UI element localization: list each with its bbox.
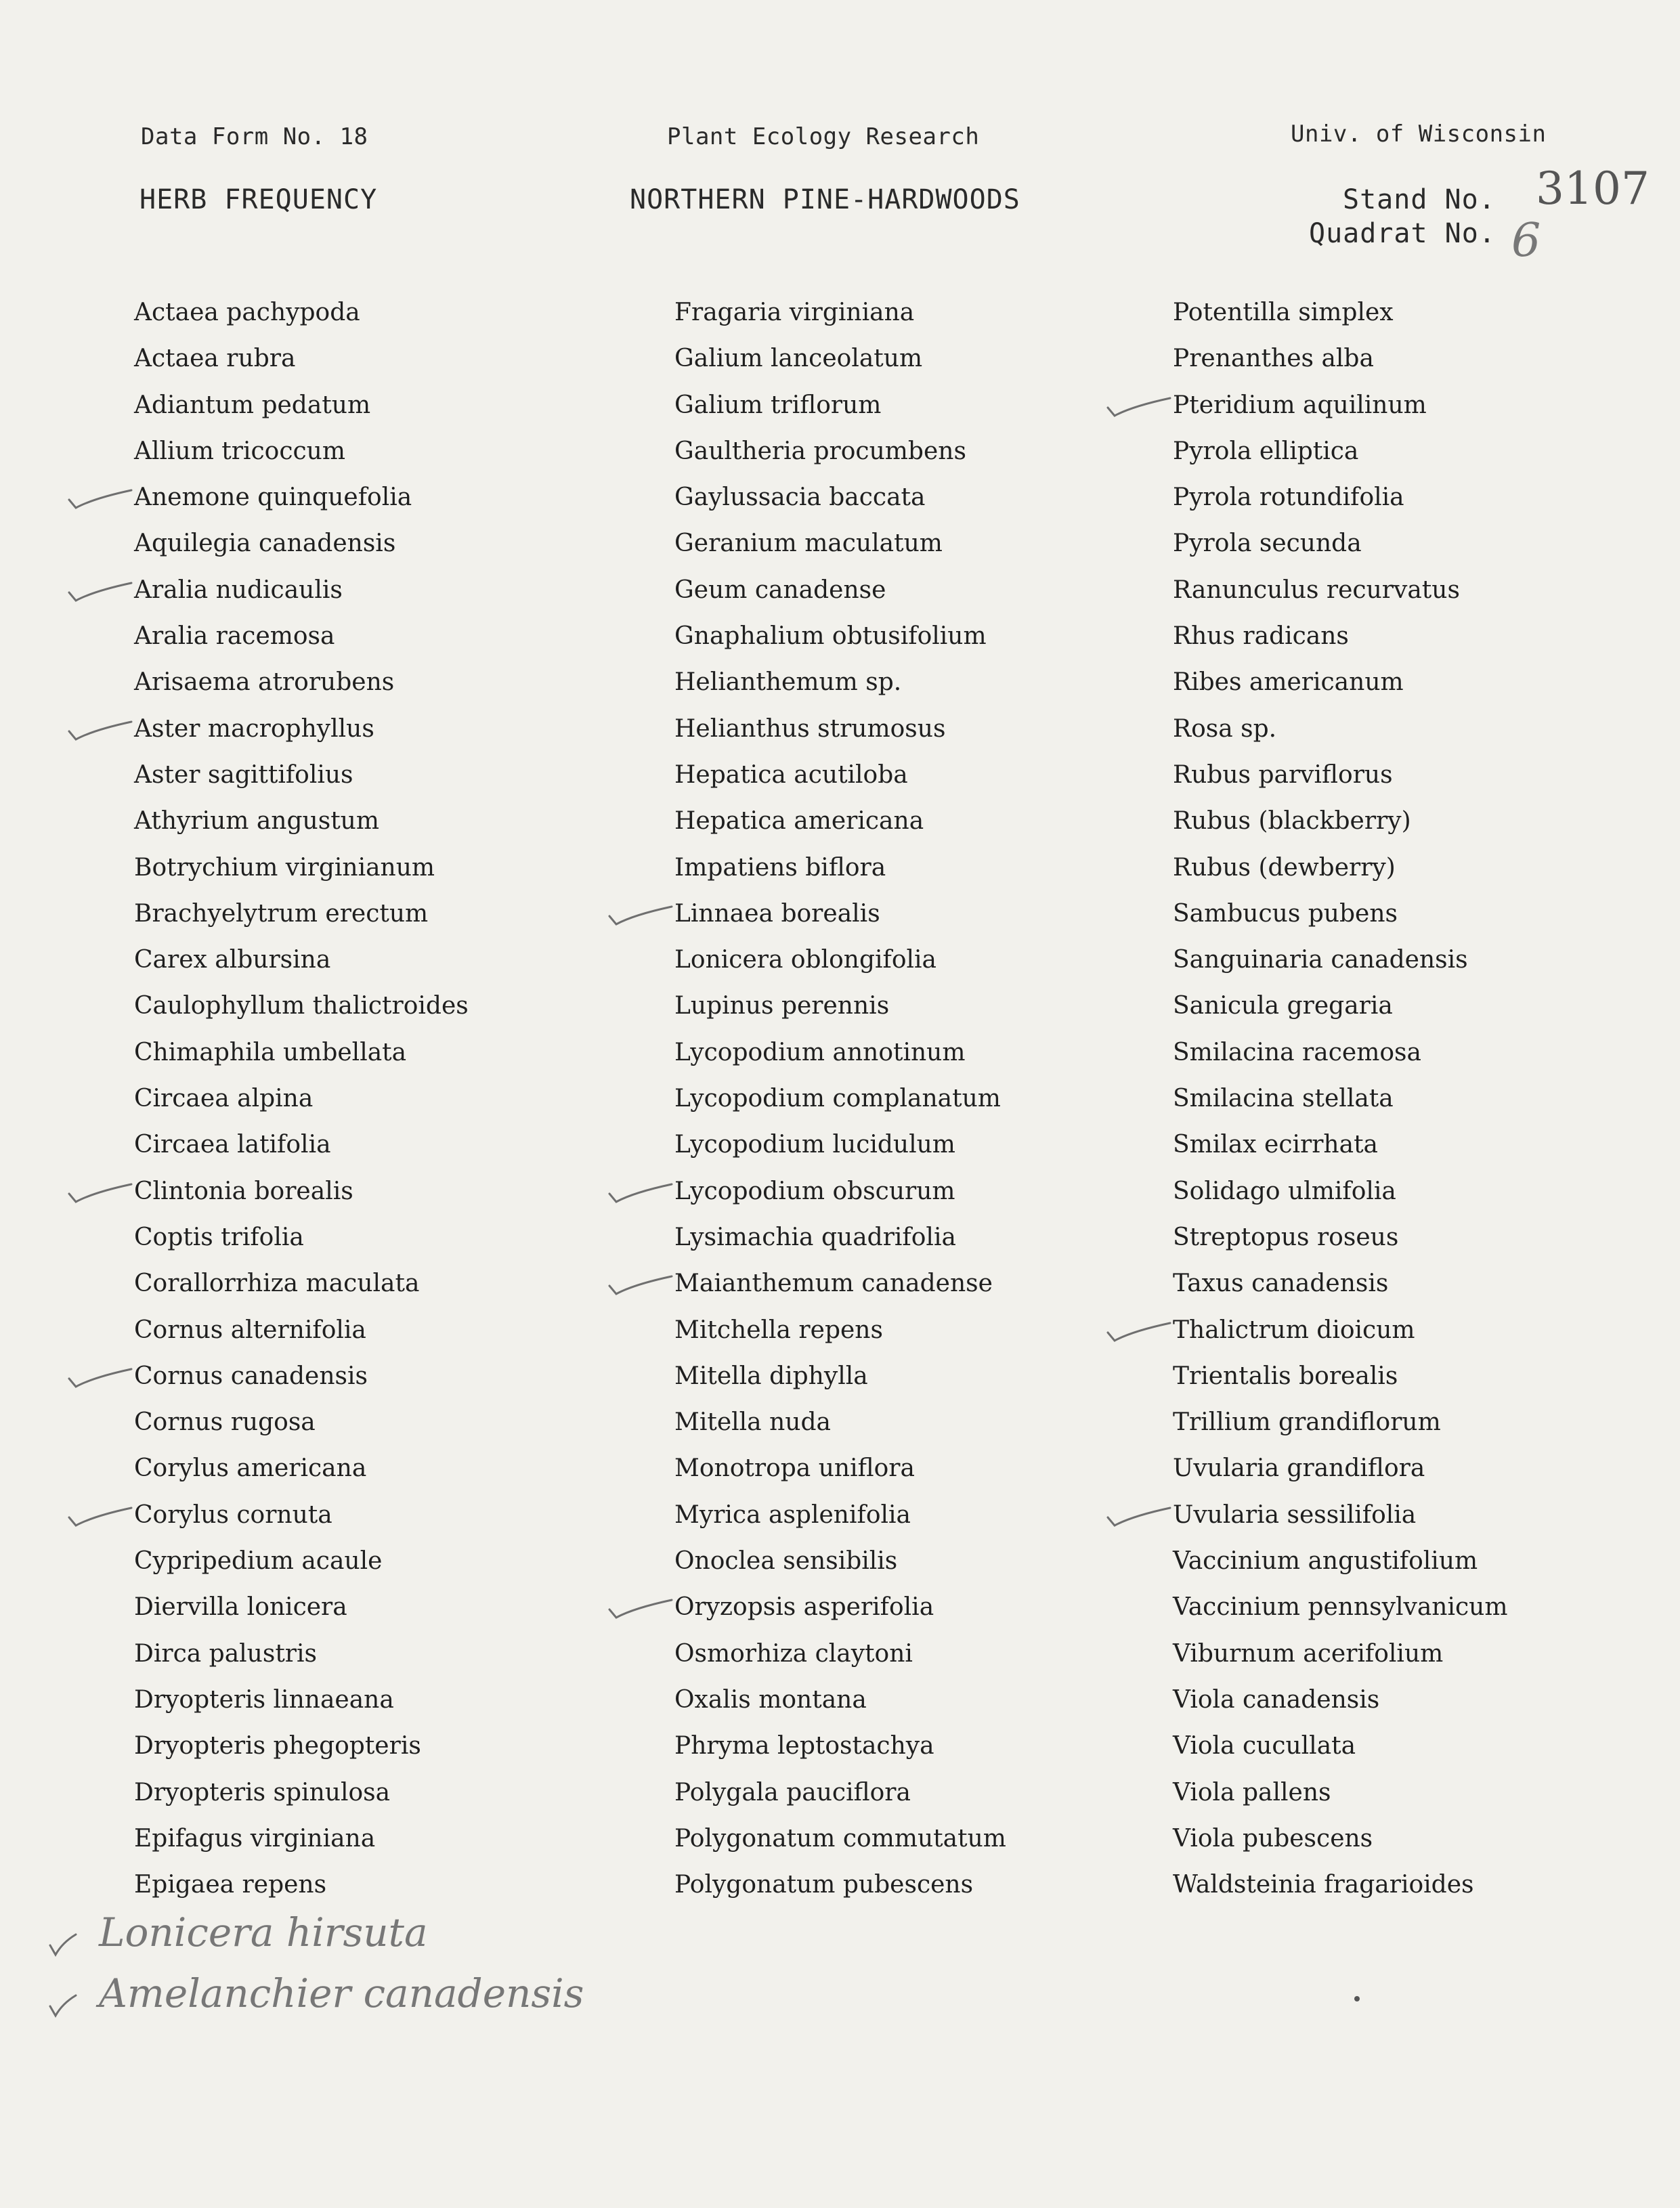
species-name: Cornus canadensis (134, 1362, 368, 1390)
species-name: Carex albursina (134, 946, 331, 974)
species-row (134, 1584, 469, 1630)
species-name: Dirca palustris (134, 1639, 317, 1668)
species-row (674, 1122, 1006, 1168)
species-row (134, 1215, 469, 1261)
species-row (1173, 383, 1508, 429)
species-row (134, 613, 469, 659)
checkmark-icon (47, 1922, 79, 1949)
checkmark-icon (66, 1499, 134, 1526)
species-name: Viburnum acerifolium (1173, 1639, 1444, 1668)
species-row (1173, 752, 1508, 798)
species-name: Lonicera oblongifolia (674, 946, 936, 974)
species-row (674, 937, 1006, 983)
species-row (1173, 1307, 1508, 1354)
quadrat-label: Quadrat No. (1309, 218, 1496, 249)
checkmark-icon (66, 1360, 134, 1387)
species-name: Waldsteinia fragarioides (1173, 1871, 1474, 1899)
species-row (134, 1446, 469, 1492)
species-row (674, 383, 1006, 429)
species-name: Uvularia sessilifolia (1173, 1500, 1417, 1529)
species-name: Lycopodium complanatum (674, 1085, 1001, 1113)
quadrat-number-value: 6 (1511, 214, 1541, 267)
species-row (1173, 1122, 1508, 1168)
species-row (674, 1076, 1006, 1122)
species-row (1173, 1354, 1508, 1400)
species-row (674, 752, 1006, 798)
species-name: Oryzopsis asperifolia (674, 1593, 934, 1622)
species-row (1173, 891, 1508, 937)
species-name: Rubus parviflorus (1173, 760, 1393, 789)
species-name: Rubus (blackberry) (1173, 807, 1411, 836)
checkmark-icon (607, 898, 674, 925)
species-name: Gaylussacia baccata (674, 483, 926, 512)
species-name: Clintonia borealis (134, 1177, 353, 1205)
species-name: Corallorrhiza maculata (134, 1270, 420, 1298)
species-row (1173, 1446, 1508, 1492)
species-name: Dryopteris phegopteris (134, 1732, 421, 1760)
species-name: Caulophyllum thalictroides (134, 992, 469, 1020)
species-name: Linnaea borealis (674, 899, 880, 928)
species-name: Ranunculus recurvatus (1173, 576, 1460, 604)
species-row (674, 659, 1006, 706)
stand-number-value: 3107 (1536, 163, 1650, 215)
checkmark-icon (47, 1983, 79, 2010)
species-name: Hepatica acutiloba (674, 760, 908, 789)
species-name: Actaea pachypoda (134, 299, 360, 326)
form-title: HERB FREQUENCY (139, 184, 378, 215)
species-name: Anemone quinquefolia (134, 483, 412, 512)
species-row (674, 567, 1006, 613)
species-name: Lycopodium obscurum (674, 1177, 955, 1205)
species-row (674, 983, 1006, 1029)
species-row (134, 1538, 469, 1584)
species-name: Hepatica americana (674, 807, 924, 836)
species-name: Streptopus roseus (1173, 1223, 1399, 1251)
species-row (1173, 1400, 1508, 1446)
species-row (674, 1446, 1006, 1492)
community-title: NORTHERN PINE-HARDWOODS (630, 184, 1020, 215)
project-name: Plant Ecology Research (667, 123, 980, 150)
species-name: Smilacina racemosa (1173, 1038, 1421, 1066)
checkmark-icon (66, 1175, 134, 1203)
species-row (1173, 1169, 1508, 1215)
species-name: Arisaema atrorubens (134, 668, 395, 697)
species-name: Taxus canadensis (1173, 1270, 1389, 1298)
species-row (1173, 1677, 1508, 1723)
species-row (134, 845, 469, 891)
species-name: Onoclea sensibilis (674, 1547, 898, 1576)
species-row (1173, 290, 1508, 336)
species-row (1173, 567, 1508, 613)
species-name: Cypripedium acaule (134, 1547, 383, 1576)
species-row (134, 752, 469, 798)
species-row (674, 1492, 1006, 1538)
species-name: Dryopteris spinulosa (134, 1778, 391, 1806)
species-name: Aster macrophyllus (134, 714, 374, 743)
species-row (134, 567, 469, 613)
species-name: Geranium maculatum (674, 529, 943, 558)
institution-name: Univ. of Wisconsin (1291, 121, 1547, 148)
checkmark-icon (607, 1175, 674, 1203)
checkmark-icon (66, 713, 134, 740)
species-row (134, 521, 469, 567)
species-row (134, 1816, 469, 1862)
species-row (1173, 1770, 1508, 1816)
species-row (1173, 1862, 1508, 1908)
species-row (134, 706, 469, 752)
species-row (674, 1723, 1006, 1769)
species-name: Pyrola rotundifolia (1173, 483, 1404, 512)
species-row (134, 659, 469, 706)
species-name: Phryma leptostachya (674, 1732, 934, 1760)
species-row (674, 613, 1006, 659)
species-name: Trientalis borealis (1173, 1362, 1398, 1390)
species-row (1173, 659, 1508, 706)
handwritten-species-name: Lonicera hirsuta (99, 1909, 428, 1955)
species-row (674, 1215, 1006, 1261)
handwritten-species-name: Amelanchier canadensis (99, 1970, 584, 2016)
species-name: Trillium grandiflorum (1173, 1408, 1441, 1437)
species-row (134, 891, 469, 937)
species-name: Coptis trifolia (134, 1223, 304, 1251)
species-name: Corylus americana (134, 1454, 367, 1483)
species-row (134, 1261, 469, 1307)
species-row (674, 845, 1006, 891)
species-row (674, 521, 1006, 567)
species-row (1173, 1723, 1508, 1769)
species-row (134, 1169, 469, 1215)
species-name: Uvularia grandiflora (1173, 1454, 1425, 1483)
species-row (1173, 1584, 1508, 1630)
species-row (134, 475, 469, 521)
species-row (134, 383, 469, 429)
species-row (134, 1770, 469, 1816)
species-row (674, 1261, 1006, 1307)
species-row (674, 1354, 1006, 1400)
species-name: Aralia nudicaulis (134, 576, 343, 604)
species-row (134, 1492, 469, 1538)
species-name: Pyrola secunda (1173, 529, 1362, 558)
species-name: Lupinus perennis (674, 992, 890, 1020)
species-name: Corylus cornuta (134, 1500, 332, 1529)
checkmark-icon (1105, 389, 1173, 416)
species-name: Gaultheria procumbens (674, 437, 966, 465)
species-name: Pyrola elliptica (1173, 437, 1359, 465)
species-name: Viola pubescens (1173, 1824, 1373, 1853)
species-row (674, 1400, 1006, 1446)
species-row (134, 1354, 469, 1400)
species-name: Prenanthes alba (1173, 345, 1374, 373)
species-name: Dryopteris linnaeana (134, 1685, 394, 1714)
species-row (674, 1677, 1006, 1723)
species-name: Actaea rubra (134, 345, 296, 373)
species-name: Potentilla simplex (1173, 299, 1394, 326)
species-name: Epifagus virginiana (134, 1824, 376, 1853)
species-name: Galium triflorum (674, 391, 882, 419)
species-row (134, 1631, 469, 1677)
species-row (134, 1400, 469, 1446)
species-name: Mitella diphylla (674, 1362, 868, 1390)
species-name: Rhus radicans (1173, 622, 1349, 651)
species-row (1173, 937, 1508, 983)
species-name: Helianthus strumosus (674, 714, 946, 743)
species-name: Polygonatum pubescens (674, 1871, 974, 1899)
species-row (1173, 1030, 1508, 1076)
species-name: Galium lanceolatum (674, 345, 923, 373)
species-name: Gnaphalium obtusifolium (674, 622, 987, 651)
checkmark-icon (66, 574, 134, 601)
species-name: Sambucus pubens (1173, 899, 1398, 928)
handwritten-species-row (47, 1970, 584, 2016)
species-name: Diervilla lonicera (134, 1593, 347, 1622)
species-name: Adiantum pedatum (134, 391, 371, 419)
handwritten-species-row (47, 1909, 428, 1955)
species-row (674, 336, 1006, 382)
species-name: Fragaria virginiana (674, 299, 915, 326)
species-row (674, 1307, 1006, 1354)
species-name: Cornus rugosa (134, 1408, 316, 1437)
species-name: Polygala pauciflora (674, 1778, 911, 1806)
species-name: Lycopodium annotinum (674, 1038, 966, 1066)
species-row (1173, 845, 1508, 891)
species-name: Aquilegia canadensis (134, 529, 396, 558)
species-name: Lycopodium lucidulum (674, 1131, 955, 1159)
species-row (134, 1030, 469, 1076)
species-name: Maianthemum canadense (674, 1270, 993, 1298)
species-name: Polygonatum commutatum (674, 1824, 1006, 1853)
species-column-1 (134, 290, 469, 1908)
species-row (1173, 613, 1508, 659)
species-row (1173, 1492, 1508, 1538)
species-row (1173, 1538, 1508, 1584)
species-name: Vaccinium angustifolium (1173, 1547, 1478, 1576)
species-name: Helianthemum sp. (674, 668, 902, 697)
species-row (134, 798, 469, 844)
species-row (674, 1770, 1006, 1816)
species-name: Viola cucullata (1173, 1732, 1356, 1760)
species-name: Botrychium virginianum (134, 853, 435, 882)
species-row (1173, 521, 1508, 567)
species-name: Mitchella repens (674, 1316, 883, 1344)
species-row (1173, 1631, 1508, 1677)
species-row (1173, 1215, 1508, 1261)
species-name: Osmorhiza claytoni (674, 1639, 913, 1668)
species-name: Monotropa uniflora (674, 1454, 915, 1483)
species-name: Mitella nuda (674, 1408, 831, 1437)
species-row (674, 891, 1006, 937)
species-row (134, 429, 469, 475)
species-row (134, 937, 469, 983)
species-row (134, 1677, 469, 1723)
species-row (134, 1862, 469, 1908)
species-column-2 (674, 290, 1006, 1908)
checkmark-icon (1105, 1499, 1173, 1526)
species-row (674, 1030, 1006, 1076)
species-row (674, 1538, 1006, 1584)
species-name: Chimaphila umbellata (134, 1038, 407, 1066)
species-name: Vaccinium pennsylvanicum (1173, 1593, 1508, 1622)
species-name: Thalictrum dioicum (1173, 1316, 1415, 1344)
ink-dot (1354, 1996, 1360, 2001)
species-row (1173, 429, 1508, 475)
form-number: Data Form No. 18 (141, 123, 368, 150)
species-name: Rosa sp. (1173, 714, 1277, 743)
species-name: Aster sagittifolius (134, 760, 353, 789)
stand-label: Stand No. (1343, 184, 1496, 215)
species-name: Viola pallens (1173, 1778, 1331, 1806)
species-name: Brachyelytrum erectum (134, 899, 429, 928)
species-row (1173, 1076, 1508, 1122)
species-row (674, 1169, 1006, 1215)
species-name: Cornus alternifolia (134, 1316, 366, 1344)
species-name: Athyrium angustum (134, 807, 379, 836)
species-name: Viola canadensis (1173, 1685, 1380, 1714)
species-name: Rubus (dewberry) (1173, 853, 1396, 882)
species-row (1173, 983, 1508, 1029)
species-name: Epigaea repens (134, 1871, 327, 1899)
species-row (674, 290, 1006, 336)
species-name: Lysimachia quadrifolia (674, 1223, 956, 1251)
species-row (134, 290, 469, 336)
species-row (1173, 798, 1508, 844)
species-name: Circaea latifolia (134, 1131, 331, 1159)
species-row (674, 1584, 1006, 1630)
species-name: Smilacina stellata (1173, 1085, 1394, 1113)
species-row (134, 983, 469, 1029)
species-row (1173, 706, 1508, 752)
species-name: Sanicula gregaria (1173, 992, 1393, 1020)
species-row (134, 1307, 469, 1354)
species-name: Pteridium aquilinum (1173, 391, 1427, 419)
species-row (134, 1122, 469, 1168)
species-name: Aralia racemosa (134, 622, 335, 651)
species-row (1173, 475, 1508, 521)
species-row (674, 706, 1006, 752)
checkmark-icon (607, 1591, 674, 1618)
species-name: Ribes americanum (1173, 668, 1404, 697)
species-row (674, 1862, 1006, 1908)
species-row (674, 1631, 1006, 1677)
species-row (674, 1816, 1006, 1862)
species-row (1173, 1261, 1508, 1307)
checkmark-icon (1105, 1314, 1173, 1341)
species-name: Solidago ulmifolia (1173, 1177, 1396, 1205)
species-row (134, 1076, 469, 1122)
checkmark-icon (66, 481, 134, 508)
species-name: Oxalis montana (674, 1685, 867, 1714)
species-row (674, 798, 1006, 844)
species-name: Myrica asplenifolia (674, 1500, 911, 1529)
species-row (1173, 1816, 1508, 1862)
species-row (134, 1723, 469, 1769)
species-row (674, 429, 1006, 475)
species-row (674, 475, 1006, 521)
checkmark-icon (607, 1268, 674, 1295)
species-name: Geum canadense (674, 576, 886, 604)
species-name: Circaea alpina (134, 1085, 314, 1113)
species-name: Allium tricoccum (134, 437, 345, 465)
species-name: Smilax ecirrhata (1173, 1131, 1379, 1159)
species-row (134, 336, 469, 382)
species-row (1173, 336, 1508, 382)
species-column-3 (1173, 290, 1508, 1908)
species-name: Impatiens biflora (674, 853, 886, 882)
species-name: Sanguinaria canadensis (1173, 946, 1468, 974)
